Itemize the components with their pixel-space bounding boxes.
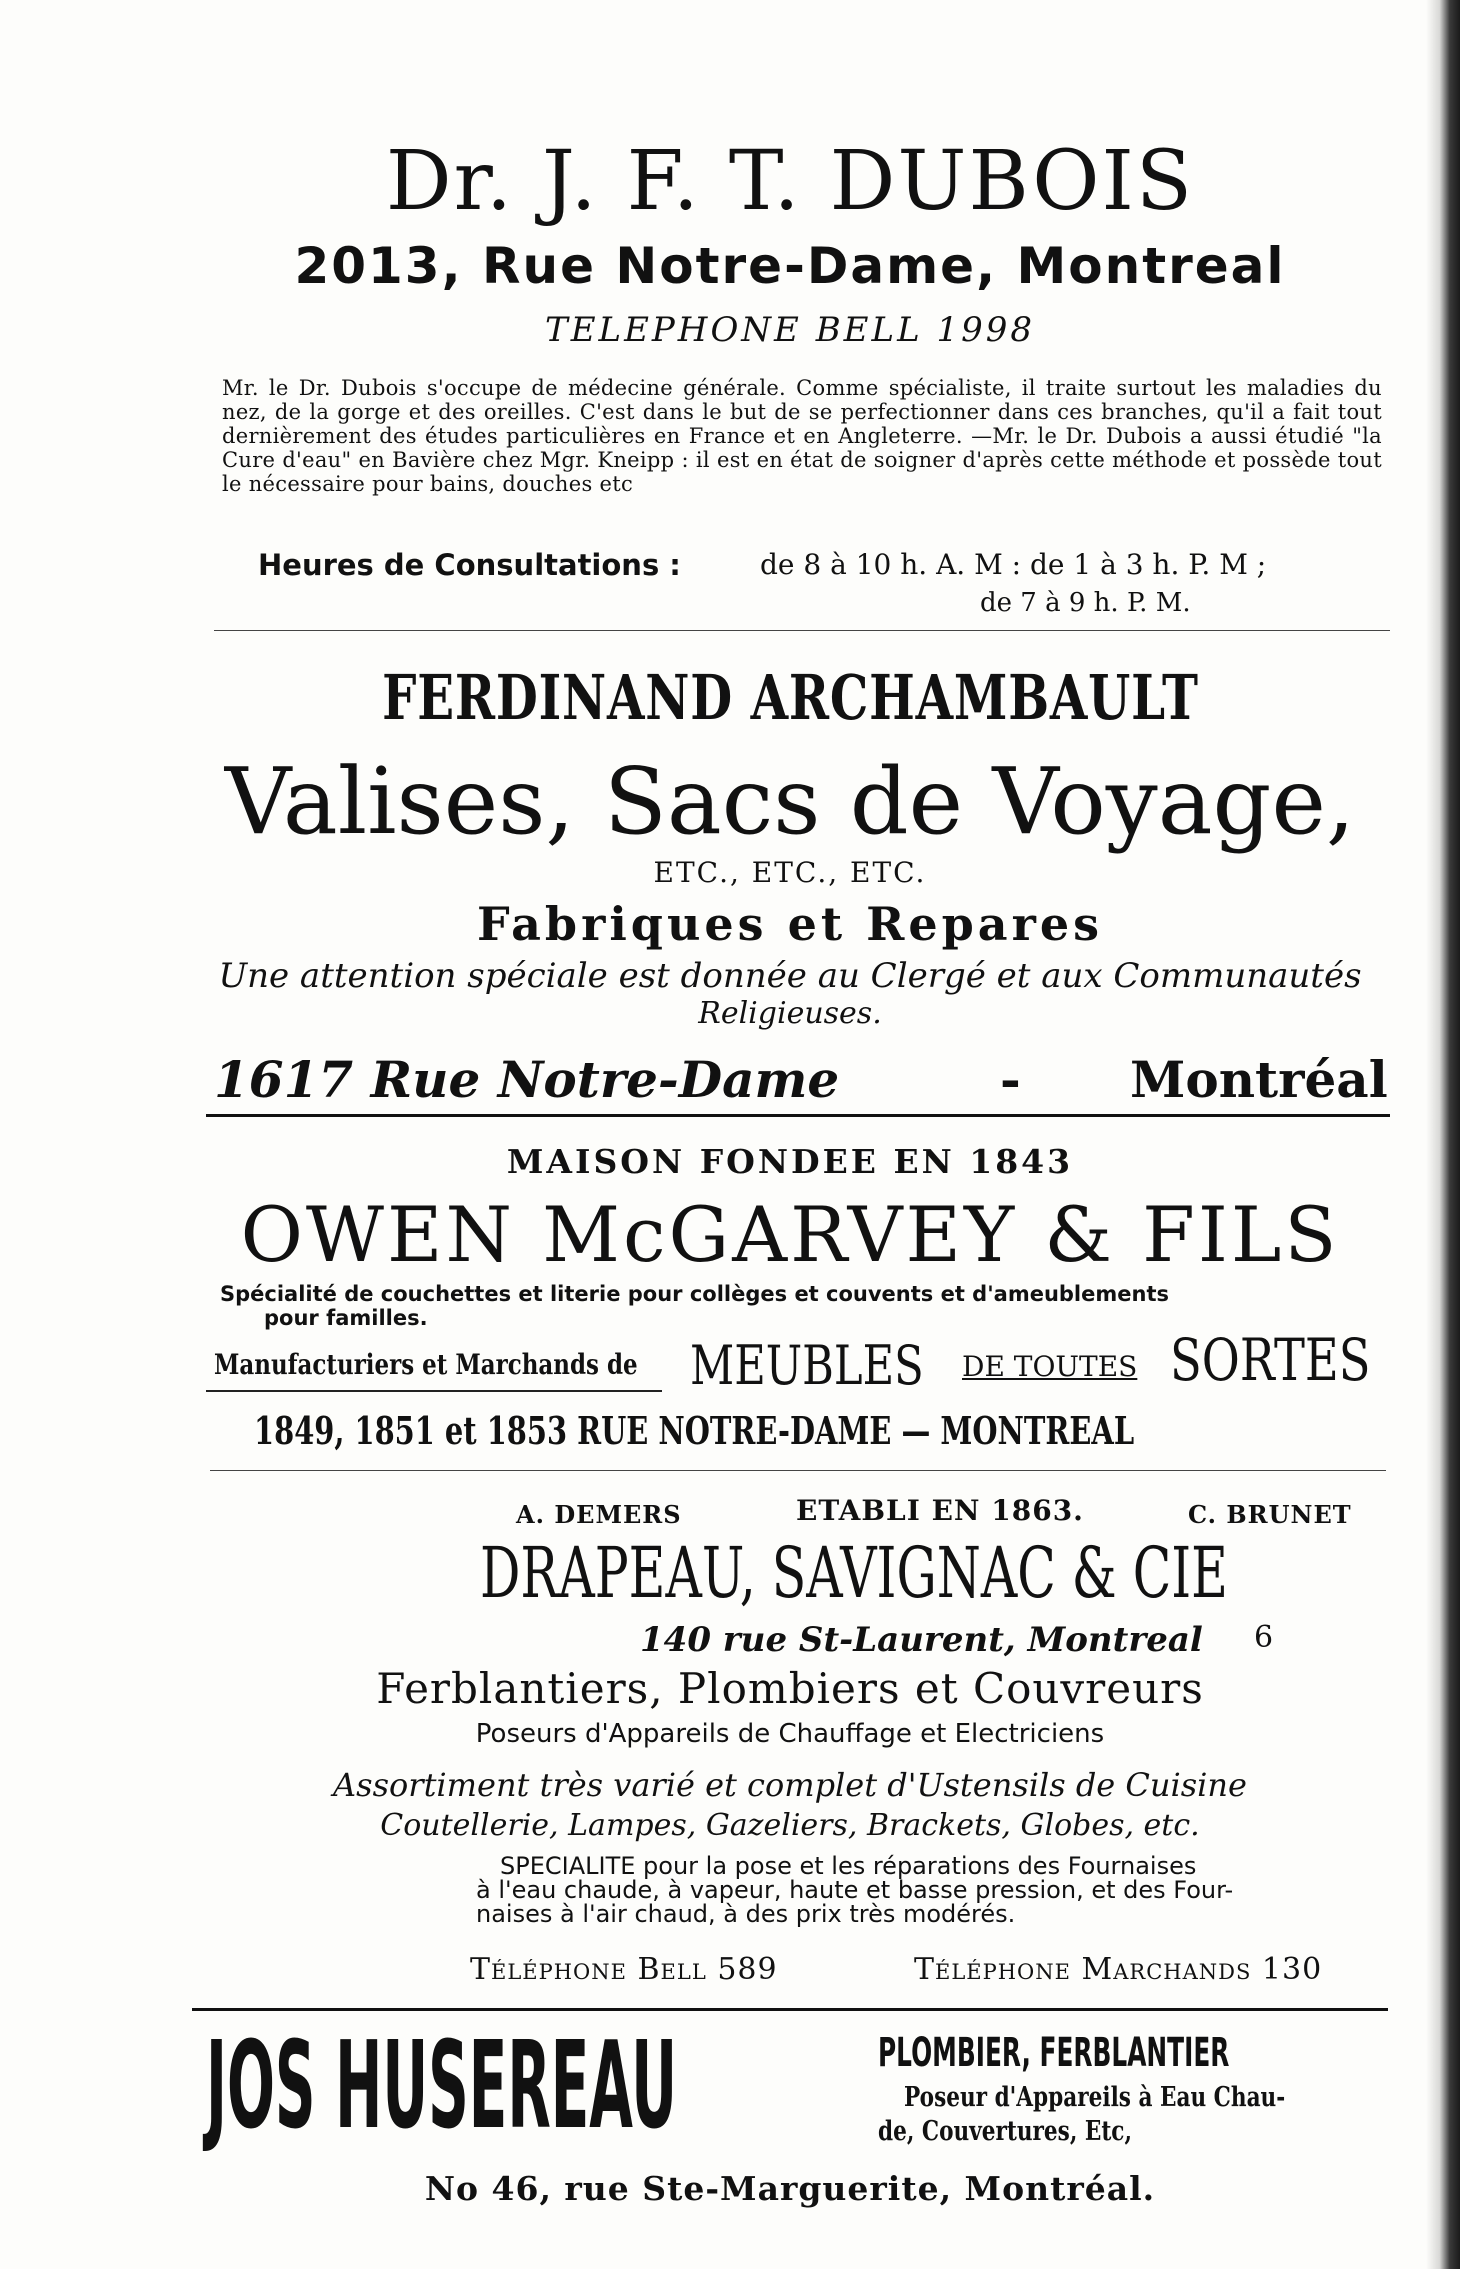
drapeau-name xyxy=(480,1530,1460,1616)
huserreau-name-text: JOS HUSEREAU xyxy=(206,2017,678,2156)
drapeau-address-number: 6 xyxy=(1254,1620,1274,1655)
drapeau-partner-right: C. BRUNET xyxy=(1188,1500,1352,1529)
divider xyxy=(210,1470,1386,1471)
mcgarvey-name: OWEN McGARVEY & FILS xyxy=(240,1190,1340,1279)
drapeau-name-text: DRAPEAU, SAVIGNAC & CIE xyxy=(480,1532,1228,1614)
page-binding-edge xyxy=(1426,0,1460,2269)
huserreau-description-line2-text: de, Couvertures, Etc, xyxy=(878,2116,1132,2147)
drapeau-address: 140 rue St-Laurent, Montreal xyxy=(640,1620,1203,1660)
huserreau-address: No 46, rue Ste-Marguerite, Montréal. xyxy=(424,2169,1156,2208)
archambault-etc: ETC., ETC., ETC. xyxy=(653,856,927,889)
mcgarvey-description-line2: pour familles. xyxy=(264,1306,428,1330)
drapeau-speciality-line1: SPECIALITE pour la pose et les réparations des Fournaises xyxy=(500,1852,1197,1880)
mcgarvey-makers xyxy=(214,1348,731,1381)
drapeau-speciality-line3: naises à l'air chaud, à des prix très modérés. xyxy=(476,1900,1016,1928)
dubois-hours-label: Heures de Consultations : xyxy=(258,548,681,582)
mcgarvey-sortes xyxy=(1170,1326,1421,1394)
divider xyxy=(192,2008,1388,2011)
archambault-headline: Valises, Sacs de Voyage, xyxy=(224,748,1356,855)
archambault-name xyxy=(200,660,1380,736)
mcgarvey-address-text: 1849, 1851 et 1853 RUE NOTRE-DAME — MONTREAL xyxy=(254,1408,1135,1453)
archambault-subhead: Fabriques et Repares xyxy=(476,897,1103,951)
mcgarvey-meubles xyxy=(690,1334,982,1397)
divider xyxy=(206,1390,662,1392)
drapeau-phone-bell: Téléphone Bell 589 xyxy=(470,1952,778,1987)
dubois-address: 2013, Rue Notre-Dame, Montreal xyxy=(294,237,1286,295)
archambault-note-line1: Une attention spéciale est donnée au Clergé et aux Communautés xyxy=(218,956,1362,996)
divider xyxy=(206,1114,1390,1117)
mcgarvey-sortes-text: SORTES xyxy=(1170,1326,1371,1394)
huserreau-trade-text: PLOMBIER, FERBLANTIER xyxy=(878,2030,1230,2076)
huserreau-description-line1-text: Poseur d'Appareils à Eau Chau- xyxy=(904,2082,1286,2113)
huserreau-description-line2 xyxy=(878,2116,1195,2147)
archambault-note-line2: Religieuses. xyxy=(698,996,882,1031)
archambault-city: Montréal xyxy=(1130,1050,1388,1109)
divider xyxy=(214,630,1390,631)
archambault-name-text: FERDINAND ARCHAMBAULT xyxy=(381,661,1199,734)
mcgarvey-makers-text: Manufacturiers et Marchands de xyxy=(214,1348,638,1381)
archambault-dash: - xyxy=(1000,1050,1021,1109)
mcgarvey-de-toutes: DE TOUTES xyxy=(962,1350,1138,1383)
drapeau-speciality-line2: à l'eau chaude, à vapeur, haute et basse pression, et des Four- xyxy=(476,1876,1234,1904)
mcgarvey-address xyxy=(254,1408,1412,1453)
mcgarvey-founded: MAISON FONDEE EN 1843 xyxy=(506,1142,1074,1181)
drapeau-established: ETABLI EN 1863. xyxy=(796,1494,1084,1527)
huserreau-trade xyxy=(878,2030,1445,2076)
dubois-hours-line2: de 7 à 9 h. P. M. xyxy=(980,588,1191,618)
dubois-telephone: TELEPHONE BELL 1998 xyxy=(545,310,1035,350)
drapeau-assortment-line2: Coutellerie, Lampes, Gazeliers, Brackets, Globes, etc. xyxy=(380,1808,1200,1843)
drapeau-partner-left: A. DEMERS xyxy=(516,1500,682,1529)
archambault-address: 1617 Rue Notre-Dame xyxy=(214,1050,840,1109)
huserreau-description-line1 xyxy=(904,2082,1381,2113)
drapeau-trades: Ferblantiers, Plombiers et Couvreurs xyxy=(376,1664,1204,1713)
dubois-name: Dr. J. F. T. DUBOIS xyxy=(385,134,1195,229)
drapeau-installers: Poseurs d'Appareils de Chauffage et Electriciens xyxy=(475,1719,1105,1749)
drapeau-phone-marchands: Téléphone Marchands 130 xyxy=(914,1952,1323,1987)
dubois-description xyxy=(222,376,1382,496)
mcgarvey-description-line1: Spécialité de couchettes et literie pour collèges et couvents et d'ameublements xyxy=(220,1282,1169,1306)
dubois-description-text: Mr. le Dr. Dubois s'occupe de médecine générale. Comme spécialiste, il traite surtout les maladies du nez, de la gorge et des oreilles. C'est dans le but de se perfectionner dans ces branches, qu'il a fait tout dernièrement des études particulières en France et en Angleterre. —Mr. le Dr. Dubois a aussi étudié "la Cure d'eau" en Bavière chez Mgr. Kneipp : il est en état de soigner d'après cette méthode et possède tout le nécessaire pour bains, douches etc xyxy=(222,376,1382,496)
drapeau-assortment-line1: Assortiment très varié et complet d'Ustensils de Cuisine xyxy=(333,1766,1247,1804)
dubois-hours-line1: de 8 à 10 h. A. M : de 1 à 3 h. P. M ; xyxy=(760,548,1267,581)
mcgarvey-meubles-text: MEUBLES xyxy=(690,1334,924,1397)
